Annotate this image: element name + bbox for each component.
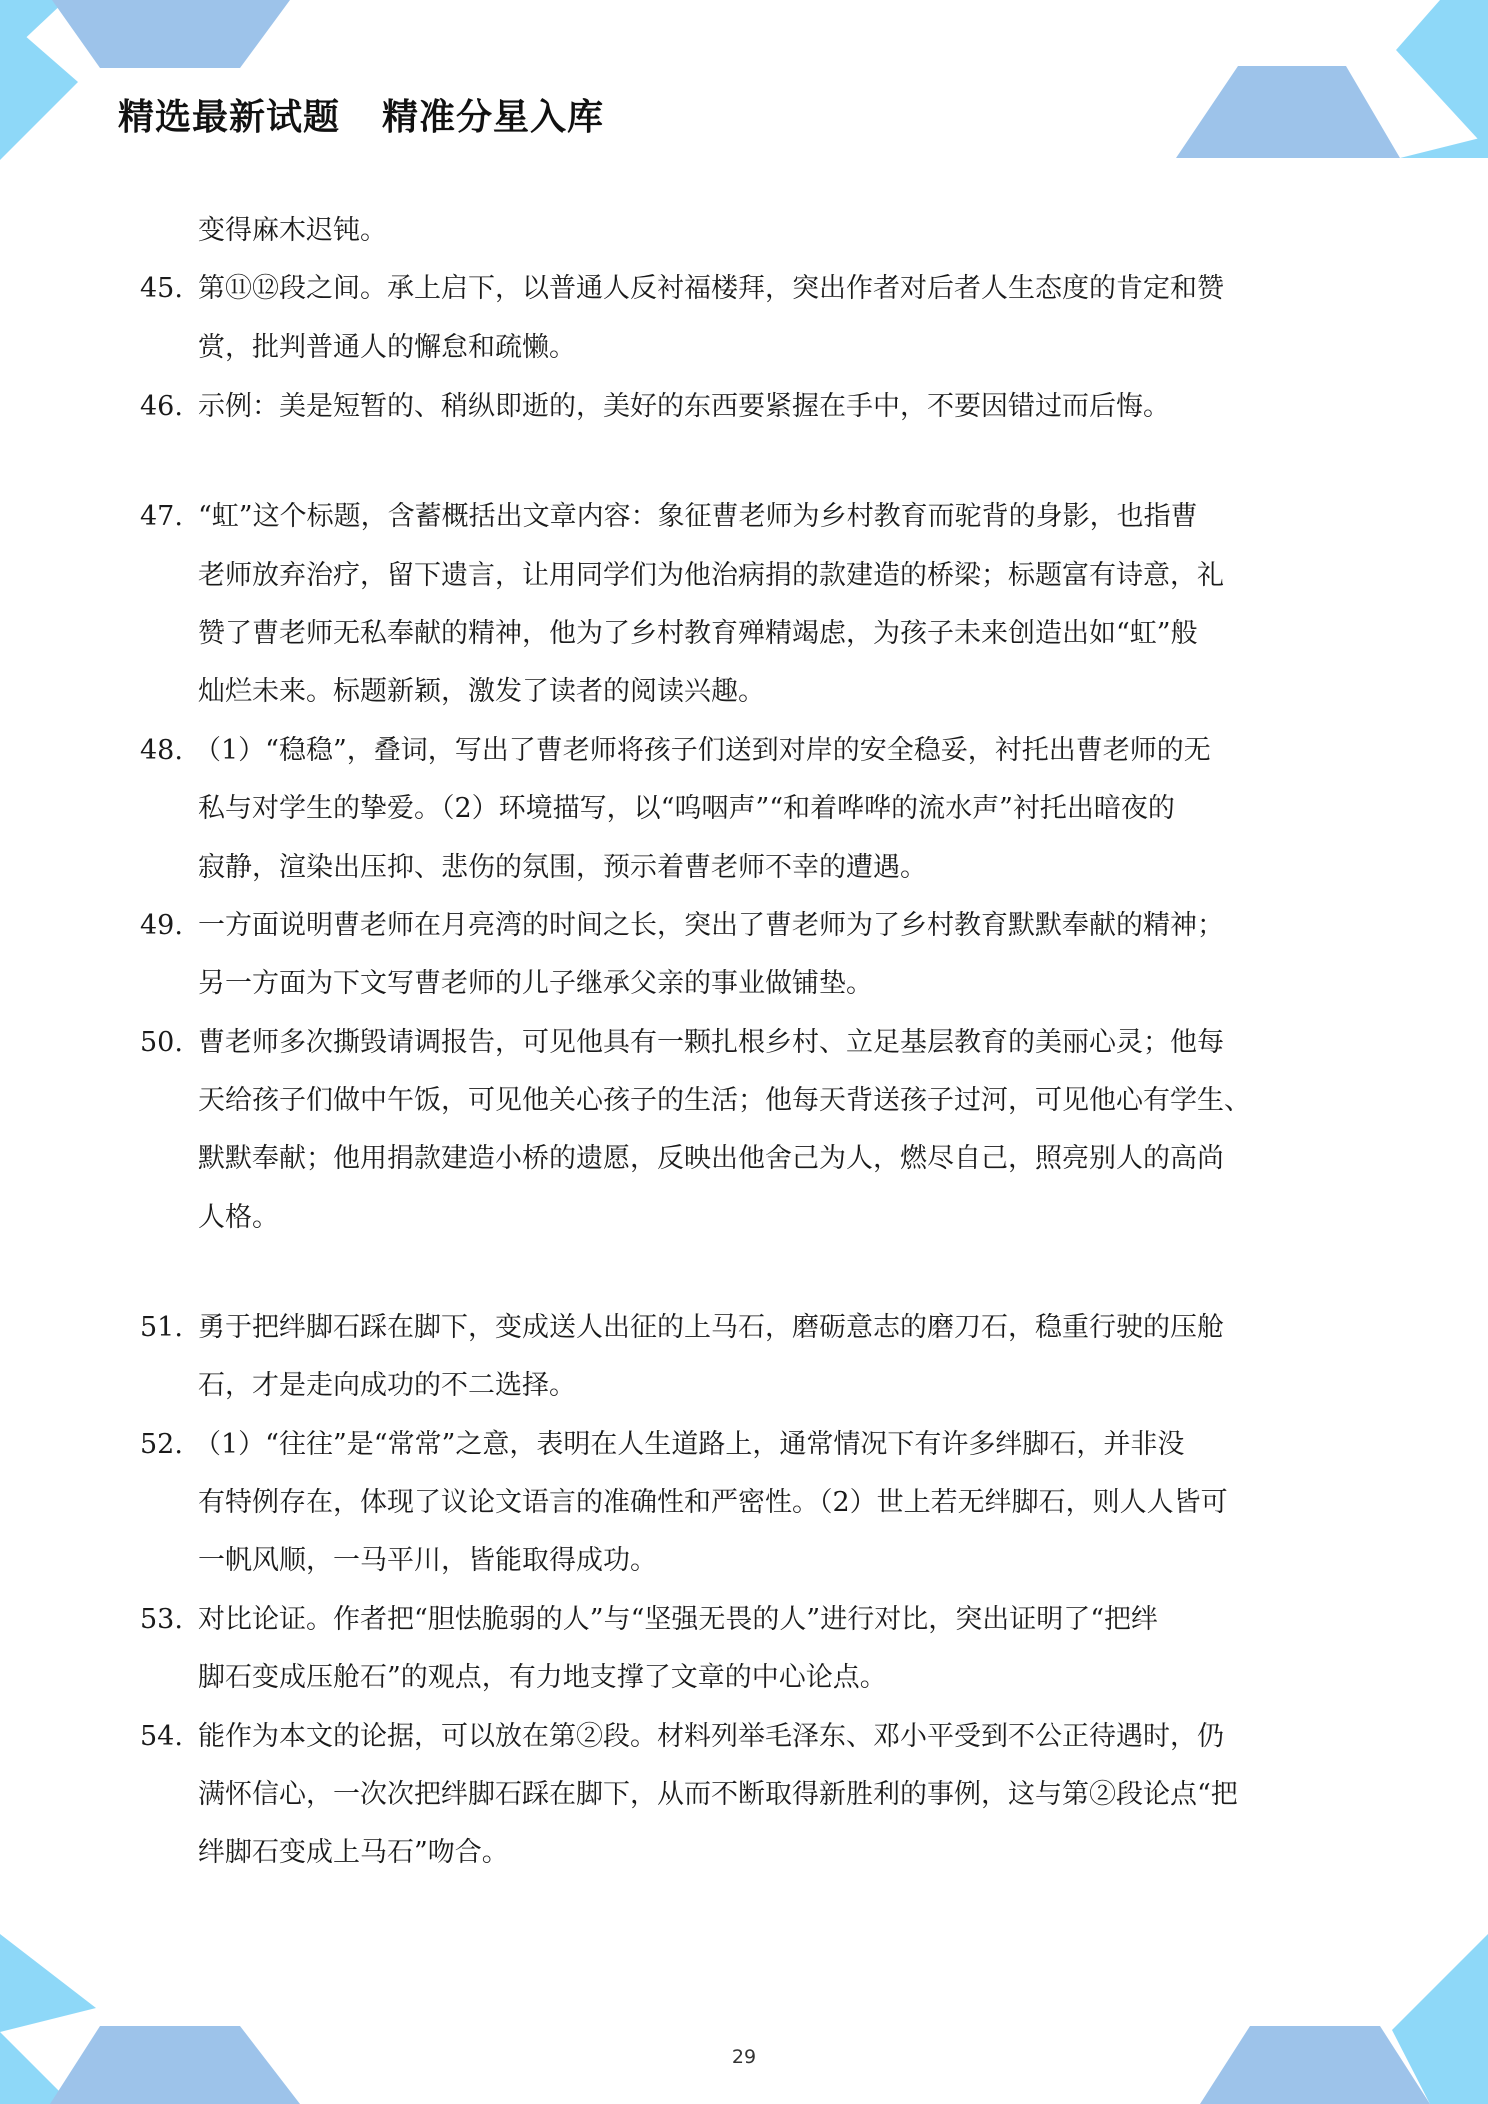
answer-50-line-4: 人格。 bbox=[198, 1202, 279, 1233]
corner-trapezoid-top-right bbox=[1176, 66, 1400, 158]
corner-triangle-top-left bbox=[0, 0, 66, 62]
corner-triangle-bottom-left bbox=[0, 1934, 96, 2104]
answer-text: 第⑪⑫段之间。承上启下，以普通人反衬福楼拜，突出作者对后者人生态度的肯定和赞 bbox=[198, 273, 1224, 304]
page-number: 29 bbox=[731, 2046, 757, 2068]
answer-number: 51. bbox=[140, 1312, 183, 1343]
corner-triangle-bottom-right bbox=[1392, 1934, 1488, 2104]
answer-number: 46. bbox=[140, 391, 183, 422]
answer-48-line-2: 私与对学生的挚爱。（2）环境描写，以“呜咽声”“和着哗哗的流水声”衬托出暗夜的 bbox=[198, 793, 1175, 824]
header-title bbox=[118, 92, 604, 144]
answer-50-line-3: 默默奉献；他用捐款建造小桥的遗愿，反映出他舍己为人，燃尽自己，照亮别人的高尚 bbox=[198, 1143, 1224, 1174]
answer-45-line-2: 赏，批判普通人的懈怠和疏懒。 bbox=[198, 332, 576, 363]
answer-text: 曹老师多次撕毁请调报告，可见他具有一颗扎根乡村、立足基层教育的美丽心灵；他每 bbox=[198, 1027, 1224, 1058]
answer-49-line-2: 另一方面为下文写曹老师的儿子继承父亲的事业做铺垫。 bbox=[198, 968, 873, 999]
answer-number: 50. bbox=[140, 1027, 183, 1058]
answer-number: 45. bbox=[140, 273, 183, 304]
answer-54-line-2: 满怀信心，一次次把绊脚石踩在脚下，从而不断取得新胜利的事例，这与第②段论点“把 bbox=[198, 1779, 1238, 1810]
answer-54 bbox=[140, 1715, 1350, 1759]
header-title-left: 精选最新试题 bbox=[118, 97, 341, 138]
answer-text: （1）“往往”是“常常”之意，表明在人生道路上，通常情况下有许多绊脚石，并非没 bbox=[194, 1429, 1185, 1460]
answer-50 bbox=[140, 1021, 1350, 1065]
answer-text: 对比论证。作者把“胆怯脆弱的人”与“坚强无畏的人”进行对比，突出证明了“把绊 bbox=[198, 1604, 1159, 1635]
answer-50-line-2: 天给孩子们做中午饭，可见他关心孩子的生活；他每天背送孩子过河，可见他心有学生、 bbox=[198, 1085, 1251, 1116]
answer-number: 48. bbox=[140, 735, 183, 766]
corner-triangle-top-right-2 bbox=[1400, 136, 1488, 158]
answer-49 bbox=[140, 904, 1350, 948]
header-title-right: 精准分星入库 bbox=[382, 97, 605, 138]
answer-52-line-3: 一帆风顺，一马平川，皆能取得成功。 bbox=[198, 1545, 657, 1576]
answer-51 bbox=[140, 1306, 1350, 1350]
answer-52-line-2: 有特例存在，体现了议论文语言的准确性和严密性。（2）世上若无绊脚石，则人人皆可 bbox=[198, 1487, 1228, 1518]
answer-text: 勇于把绊脚石踩在脚下，变成送人出征的上马石，磨砺意志的磨刀石，稳重行驶的压舱 bbox=[198, 1312, 1224, 1343]
answer-47-line-4: 灿烂未来。标题新颖，激发了读者的阅读兴趣。 bbox=[198, 676, 765, 707]
answer-47-line-3: 赞了曹老师无私奉献的精神，他为了乡村教育殚精竭虑，为孩子未来创造出如“虹”般 bbox=[198, 618, 1198, 649]
corner-trapezoid-top-left bbox=[52, 0, 290, 68]
answer-53-line-2: 脚石变成压舱石”的观点，有力地支撑了文章的中心论点。 bbox=[198, 1662, 887, 1693]
answer-52 bbox=[140, 1423, 1350, 1467]
answer-53 bbox=[140, 1598, 1350, 1642]
answer-number: 54. bbox=[140, 1721, 183, 1752]
answer-number: 49. bbox=[140, 910, 183, 941]
answer-continuation-line: 变得麻木迟钝。 bbox=[198, 215, 387, 246]
answer-48-line-3: 寂静，渲染出压抑、悲伤的氛围，预示着曹老师不幸的遭遇。 bbox=[198, 852, 927, 883]
answer-47-line-2: 老师放弃治疗，留下遗言，让用同学们为他治病捐的款建造的桥梁；标题富有诗意，礼 bbox=[198, 560, 1224, 591]
answer-51-line-2: 石，才是走向成功的不二选择。 bbox=[198, 1370, 576, 1401]
corner-triangle-top-right bbox=[1396, 0, 1488, 150]
answer-text: 一方面说明曹老师在月亮湾的时间之长，突出了曹老师为了乡村教育默默奉献的精神； bbox=[198, 910, 1224, 941]
answer-text: “虹”这个标题，含蓄概括出文章内容：象征曹老师为乡村教育而驼背的身影，也指曹 bbox=[198, 501, 1198, 532]
answer-text: （1）“稳稳”，叠词，写出了曹老师将孩子们送到对岸的安全稳妥，衬托出曹老师的无 bbox=[194, 735, 1211, 766]
answer-text: 示例：美是短暂的、稍纵即逝的，美好的东西要紧握在手中，不要因错过而后悔。 bbox=[198, 391, 1170, 422]
answer-48 bbox=[140, 729, 1350, 773]
answer-54-line-3: 绊脚石变成上马石”吻合。 bbox=[198, 1837, 509, 1868]
answer-number: 53. bbox=[140, 1604, 183, 1635]
corner-triangle-top-left-2 bbox=[0, 14, 78, 160]
answer-number: 52. bbox=[140, 1429, 183, 1460]
answer-46 bbox=[140, 385, 1350, 429]
answer-number: 47. bbox=[140, 501, 183, 532]
answer-45 bbox=[140, 267, 1350, 311]
answer-text: 能作为本文的论据，可以放在第②段。材料列举毛泽东、邓小平受到不公正待遇时，仍 bbox=[198, 1721, 1224, 1752]
answer-47 bbox=[140, 495, 1350, 539]
